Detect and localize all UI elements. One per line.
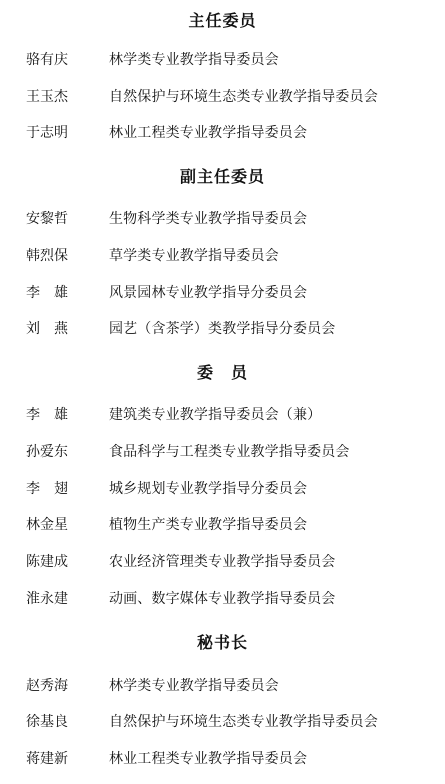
member-committee: 城乡规划专业教学指导分委员会	[109, 481, 308, 497]
member-row	[0, 245, 445, 267]
member-row	[0, 318, 445, 340]
member-row	[0, 748, 445, 770]
member-committee: 风景园林专业教学指导分委员会	[109, 285, 308, 301]
section-title-members: 委 员	[196, 363, 248, 382]
member-row	[0, 49, 445, 71]
section-title-secretary-general: 秘书长	[196, 633, 248, 652]
member-name: 李 翅	[26, 481, 68, 497]
member-row	[0, 122, 445, 144]
member-name: 李 雄	[26, 285, 68, 301]
member-committee: 自然保护与环境生态类专业教学指导委员会	[109, 89, 378, 105]
member-row	[0, 551, 445, 573]
member-committee: 林学类专业教学指导委员会	[109, 678, 279, 694]
member-row	[0, 711, 445, 733]
member-committee: 动画、数字媒体专业教学指导委员会	[109, 591, 336, 607]
member-name: 于志明	[26, 125, 68, 141]
member-committee: 林业工程类专业教学指导委员会	[109, 751, 308, 767]
member-committee: 食品科学与工程类专业教学指导委员会	[109, 444, 350, 460]
member-row	[0, 675, 445, 697]
member-name: 赵秀海	[26, 678, 68, 694]
member-committee: 植物生产类专业教学指导委员会	[109, 517, 308, 533]
member-name: 淮永建	[26, 591, 68, 607]
member-committee: 建筑类专业教学指导委员会（兼）	[109, 407, 322, 423]
member-name: 韩烈保	[26, 248, 68, 264]
member-name: 刘 燕	[26, 321, 68, 337]
member-committee: 林学类专业教学指导委员会	[109, 52, 279, 68]
member-name: 李 雄	[26, 407, 68, 423]
member-row	[0, 514, 445, 536]
member-name: 安黎哲	[26, 211, 68, 227]
member-row	[0, 588, 445, 610]
member-row	[0, 478, 445, 500]
member-committee: 园艺（含茶学）类教学指导分委员会	[109, 321, 336, 337]
member-name: 王玉杰	[26, 89, 68, 105]
member-name: 骆有庆	[26, 52, 68, 68]
member-committee: 农业经济管理类专业教学指导委员会	[109, 554, 336, 570]
member-committee: 草学类专业教学指导委员会	[109, 248, 279, 264]
member-committee: 生物科学类专业教学指导委员会	[109, 211, 308, 227]
member-row	[0, 208, 445, 230]
member-row	[0, 441, 445, 463]
member-name: 林金星	[26, 517, 68, 533]
member-row	[0, 404, 445, 426]
member-name: 徐基良	[26, 714, 68, 730]
member-name: 蒋建新	[26, 751, 68, 767]
member-name: 孙爱东	[26, 444, 68, 460]
member-name: 陈建成	[26, 554, 68, 570]
section-title-directors: 主任委员	[188, 11, 257, 30]
member-committee: 自然保护与环境生态类专业教学指导委员会	[109, 714, 378, 730]
member-committee: 林业工程类专业教学指导委员会	[109, 125, 308, 141]
member-row	[0, 86, 445, 108]
section-title-vice-directors: 副主任委员	[179, 167, 265, 186]
member-row	[0, 282, 445, 304]
